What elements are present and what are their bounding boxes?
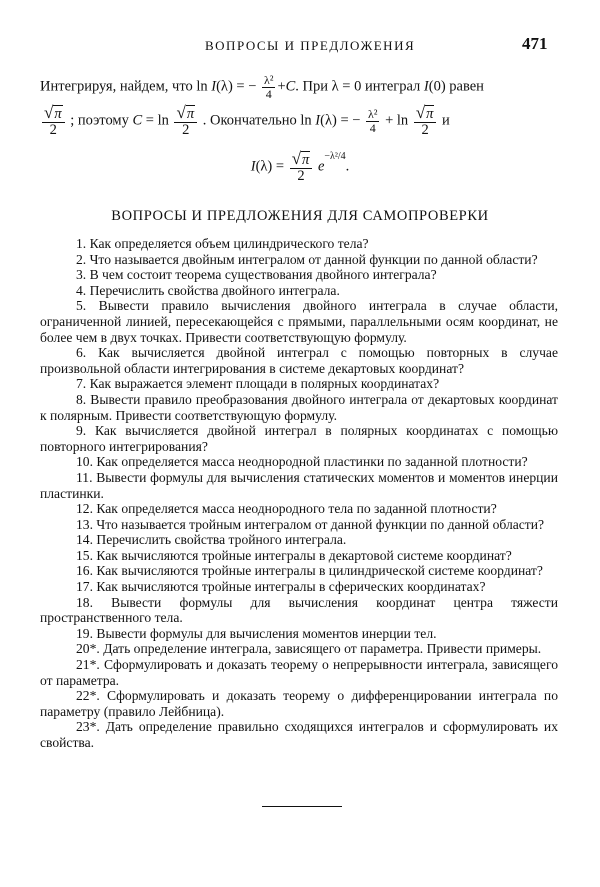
question-item: 17. Как вычисляются тройные интегралы в сферических координатах? xyxy=(76,579,486,595)
intro-text: . При λ = 0 интеграл xyxy=(295,78,421,95)
sqrt-symbol: √π xyxy=(291,149,310,168)
question-item: 15. Как вычисляются тройные интегралы в декартовой системе координат? xyxy=(76,547,512,563)
intro-text: (0) равен xyxy=(428,78,484,95)
sqrt-symbol: √π xyxy=(44,103,62,122)
question-item: 23*. Дать определение правильно сходящихся интегралов и сформулировать их свойства. xyxy=(40,719,558,750)
constant-symbol: C xyxy=(132,112,143,129)
intro-text: и xyxy=(442,112,450,129)
question-item: 1. Как определяется объем цилиндрического тела? xyxy=(76,236,369,251)
question-list xyxy=(40,236,558,751)
fraction-lambda-sq-over-4: $\frac{\text{λ²}}{4}$ xyxy=(368,107,378,135)
intro-text: (λ) = xyxy=(255,158,285,175)
fraction-lambda-sq-over-4: $\frac{\text{λ²}}{4}$ xyxy=(264,73,274,101)
constant-symbol: C xyxy=(285,78,296,95)
intro-text: Интегрируя, найдем, что ln xyxy=(40,78,208,95)
question-item: 7. Как выражается элемент площади в полярных координатах? xyxy=(76,376,440,392)
question-item: 13. Что называется тройным интегралом от данной функции по данной области? xyxy=(76,516,545,532)
intro-line-3: I(λ) = $\frac{√\pi}{2}$ $e^{-\lambda^2/4}$. xyxy=(250,149,350,185)
fraction-sqrt-pi-over-2: $\frac{√\pi}{2}$ xyxy=(42,104,65,138)
question-item: 16. Как вычисляются тройные интегралы в цилиндрической системе координат? xyxy=(76,563,543,579)
question-item: 4. Перечислить свойства двойного интеграла. xyxy=(76,282,340,298)
end-rule xyxy=(262,806,342,807)
question-item: 11. Вывести формулы для вычисления статических моментов и моментов инерции пластинки. xyxy=(40,469,558,501)
question-item: 19. Вывести формулы для вычисления моментов инерции тел. xyxy=(76,625,437,641)
question-item: 9. Как вычисляется двойной интеграл в полярных координатах с помощью повторного интегрирования? xyxy=(40,423,558,454)
intro-text: (λ) = − xyxy=(216,78,257,95)
question-item: 6. Как вычисляется двойной интеграл с помощью повторных в случае произвольной области интегрирования в системе декартовых координат? xyxy=(40,345,558,376)
intro-line-2 xyxy=(40,104,560,138)
question-item: 2. Что называется двойным интегралом от данной функции по данной области? xyxy=(76,251,538,267)
intro-text: ; поэтому xyxy=(70,112,129,129)
question-item: 5. Вывести правило вычисления двойного интеграла в случае области, ограниченной линией, пересекающейся с прямыми, параллельными осям координат, не более чем в двух точках. Привести соответствующую формулу. xyxy=(40,298,558,345)
fraction-sqrt-pi-over-2: $\frac{√\pi}{2}$ xyxy=(174,104,197,138)
running-head: ВОПРОСЫ И ПРЕДЛОЖЕНИЯ xyxy=(205,38,416,53)
intro-text: (λ) = − xyxy=(320,112,361,129)
intro-line-1 xyxy=(40,74,560,100)
question-item: 18. Вывести формулы для вычисления координат центра тяжести пространственного тела. xyxy=(40,594,558,626)
question-item: 8. Вывести правило преобразования двойного интеграла от декартовых координат к полярным. Привести соответствующую формулу. xyxy=(40,391,558,423)
exponent: −λ²/4 xyxy=(324,150,346,162)
question-item: 22*. Сформулировать и доказать теорему о дифференцировании интеграла по параметру (правило Лейбница). xyxy=(40,688,558,719)
question-item: 20*. Дать определение интеграла, зависящего от параметра. Привести примеры. xyxy=(76,641,542,657)
question-item: 21*. Сформулировать и доказать теорему о непрерывности интеграла, зависящего от параметра. xyxy=(40,657,558,688)
intro-text: + ln xyxy=(385,112,409,129)
fraction-sqrt-pi-over-2: $\frac{√\pi}{2}$ xyxy=(290,150,313,184)
question-item: 14. Перечислить свойства тройного интеграла. xyxy=(76,532,347,548)
intro-text: + xyxy=(277,78,286,95)
function-symbol: I xyxy=(423,78,429,95)
question-item: 10. Как определяется масса неоднородной пластинки по заданной плотности? xyxy=(76,454,528,470)
function-symbol: I xyxy=(250,158,256,175)
euler-symbol: e xyxy=(317,158,325,175)
function-symbol: I xyxy=(315,112,321,129)
function-symbol: I xyxy=(211,78,217,95)
intro-text: = ln xyxy=(145,112,169,129)
section-title: ВОПРОСЫ И ПРЕДЛОЖЕНИЯ ДЛЯ САМОПРОВЕРКИ xyxy=(111,208,489,224)
fraction-sqrt-pi-over-2: $\frac{√\pi}{2}$ xyxy=(414,104,437,138)
sqrt-symbol: √π xyxy=(176,103,195,122)
intro-text: . Окончательно ln xyxy=(202,112,312,129)
question-item: 3. В чем состоит теорема существования двойного интеграла? xyxy=(76,267,437,283)
question-item: 12. Как определяется масса неоднородного тела по заданной плотности? xyxy=(76,501,497,517)
page-number: 471 xyxy=(522,34,548,53)
sqrt-symbol: √π xyxy=(415,103,434,122)
